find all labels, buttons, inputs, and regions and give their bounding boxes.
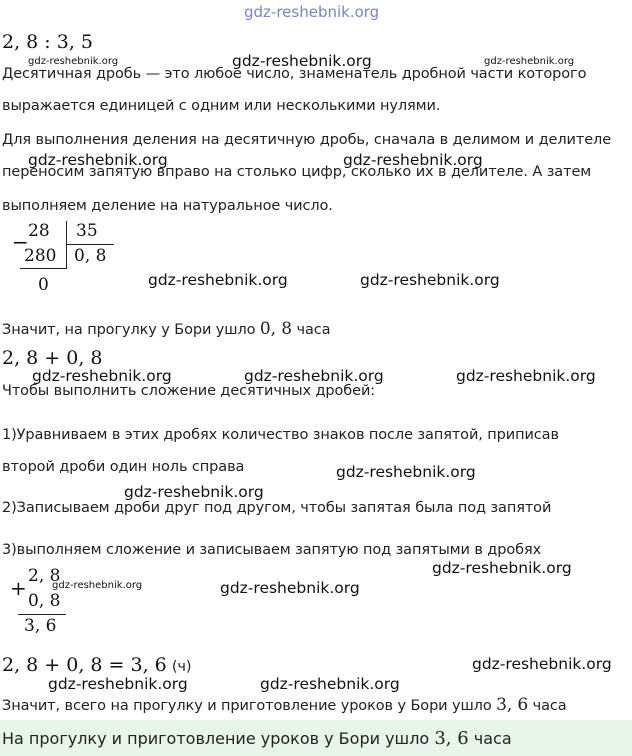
addition-line bbox=[18, 614, 66, 615]
watermark: gdz-reshebnik.org bbox=[472, 655, 612, 673]
watermark-top: gdz-reshebnik.org bbox=[244, 3, 380, 21]
expression-division: 2, 8 : 3, 5 bbox=[2, 31, 93, 53]
definition-line-2: выражается единицей с одним или несколькими нулями. bbox=[2, 98, 441, 114]
rule-line-2: переносим запятую вправо на столько цифр, сколько их в делителе. А затем bbox=[2, 164, 592, 180]
final-equation bbox=[2, 654, 191, 676]
watermark: gdz-reshebnik.org bbox=[28, 56, 119, 67]
addition-intro: Чтобы выполнить сложение десятичных дробей: bbox=[2, 383, 376, 399]
watermark: gdz-reshebnik.org bbox=[232, 52, 372, 70]
answer-value: 3, 6 bbox=[434, 728, 469, 749]
rule-line-1: Для выполнения деления на десятичную дробь, сначала в делимом и делителе bbox=[2, 132, 612, 148]
step-3: 3)выполняем сложение и записываем запятую под запятыми в дробях bbox=[2, 542, 542, 558]
conclusion-1 bbox=[2, 319, 330, 339]
answer-box bbox=[0, 720, 632, 756]
watermark: gdz-reshebnik.org bbox=[148, 271, 288, 289]
plus-sign: + bbox=[10, 576, 27, 600]
conclusion-1-value: 0, 8 bbox=[259, 319, 292, 339]
conclusion-2 bbox=[2, 695, 567, 715]
watermark: gdz-reshebnik.org bbox=[32, 367, 172, 385]
rule-line-3: выполняем деление на натуральное число. bbox=[2, 198, 333, 214]
watermark: gdz-reshebnik.org bbox=[456, 367, 596, 385]
watermark: gdz-reshebnik.org bbox=[484, 56, 575, 67]
subtrahend: 280 bbox=[24, 246, 57, 266]
subtraction-line bbox=[20, 268, 66, 269]
quotient: 0, 8 bbox=[74, 246, 107, 266]
conclusion-2-value: 3, 6 bbox=[496, 695, 529, 715]
dividend: 28 bbox=[28, 221, 50, 241]
minus-sign: − bbox=[12, 230, 29, 254]
answer-text: На прогулку и приготовление уроков у Бори ушло bbox=[2, 729, 430, 748]
addend-top: 2, 8 bbox=[28, 566, 61, 586]
watermark: gdz-reshebnik.org bbox=[260, 675, 400, 693]
answer-line bbox=[2, 728, 512, 749]
watermark: gdz-reshebnik.org bbox=[336, 463, 476, 481]
watermark: gdz-reshebnik.org bbox=[432, 559, 572, 577]
remainder: 0 bbox=[38, 275, 49, 295]
watermark: gdz-reshebnik.org bbox=[52, 580, 143, 591]
equation: 2, 8 + 0, 8 = 3, 6 bbox=[2, 654, 167, 676]
conclusion-2-unit: часа bbox=[532, 698, 567, 714]
expression-addition: 2, 8 + 0, 8 bbox=[2, 347, 103, 369]
watermark: gdz-reshebnik.org bbox=[244, 367, 384, 385]
equation-unit: (ч) bbox=[171, 659, 192, 675]
watermark: gdz-reshebnik.org bbox=[28, 151, 168, 169]
step-1-line-2: второй дроби один ноль справа bbox=[2, 459, 245, 475]
definition-line-1: Десятичная дробь — это любое число, знаменатель дробной части которого bbox=[2, 66, 587, 82]
watermark: gdz-reshebnik.org bbox=[124, 483, 264, 501]
step-1-line-1: 1)Уравниваем в этих дробях количество знаков после запятой, приписав bbox=[2, 427, 559, 443]
divisor: 35 bbox=[76, 221, 98, 241]
watermark: gdz-reshebnik.org bbox=[220, 579, 360, 597]
watermark: gdz-reshebnik.org bbox=[48, 675, 188, 693]
step-2: 2)Записываем дроби друг под другом, чтобы запятая была под запятой bbox=[2, 500, 552, 516]
divisor-underline bbox=[66, 244, 114, 245]
division-vertical-line bbox=[66, 221, 67, 269]
watermark: gdz-reshebnik.org bbox=[343, 151, 483, 169]
conclusion-1-unit: часа bbox=[296, 322, 331, 338]
watermark: gdz-reshebnik.org bbox=[360, 271, 500, 289]
conclusion-2-text: Значит, всего на прогулку и приготовление уроков у Бори ушло bbox=[2, 698, 492, 714]
addend-bottom: 0, 8 bbox=[28, 591, 61, 611]
answer-unit: часа bbox=[473, 729, 512, 748]
addition-result: 3, 6 bbox=[24, 616, 57, 636]
conclusion-1-text: Значит, на прогулку у Бори ушло bbox=[2, 322, 256, 338]
